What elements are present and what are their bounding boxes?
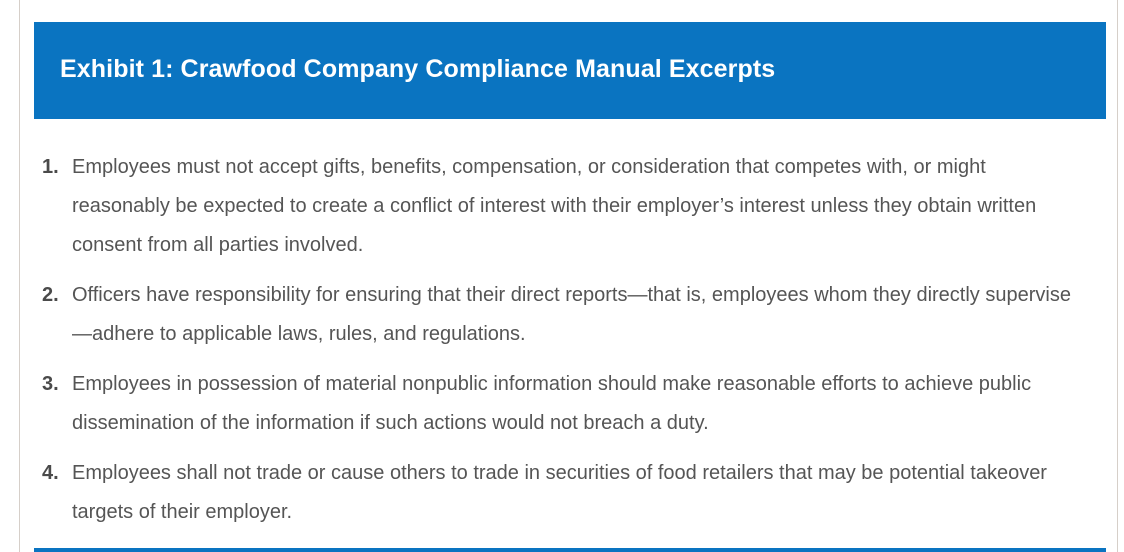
list-item [42,454,1082,532]
exhibit-header [34,22,1106,119]
item-number: 4. [42,462,59,484]
list-item [42,276,1082,354]
item-text: Employees in possession of material nonpublic information should make reasonable efforts to achieve public dissemination of the information if such actions would not breach a duty. [72,373,1032,434]
item-text: Officers have responsibility for ensuring that their direct reports—that is, employees whom they directly supervise—adhere to applicable laws, rules, and regulations. [72,284,1071,345]
item-number: 3. [42,373,59,395]
list-item [42,365,1082,443]
item-number: 2. [42,284,59,306]
compliance-excerpt-list [42,148,1082,543]
exhibit-title: Exhibit 1: Crawfood Company Compliance Manual Excerpts [60,55,776,83]
list-item [42,148,1082,265]
item-text: Employees must not accept gifts, benefits, compensation, or consideration that competes with, or might reasonably be expected to create a conflict of interest with their employer’s interest unless they obtain written consent from all parties involved. [72,156,1037,256]
bottom-divider [34,548,1106,552]
item-number: 1. [42,156,59,178]
item-text: Employees shall not trade or cause others to trade in securities of food retailers that may be potential takeover targets of their employer. [72,462,1047,523]
